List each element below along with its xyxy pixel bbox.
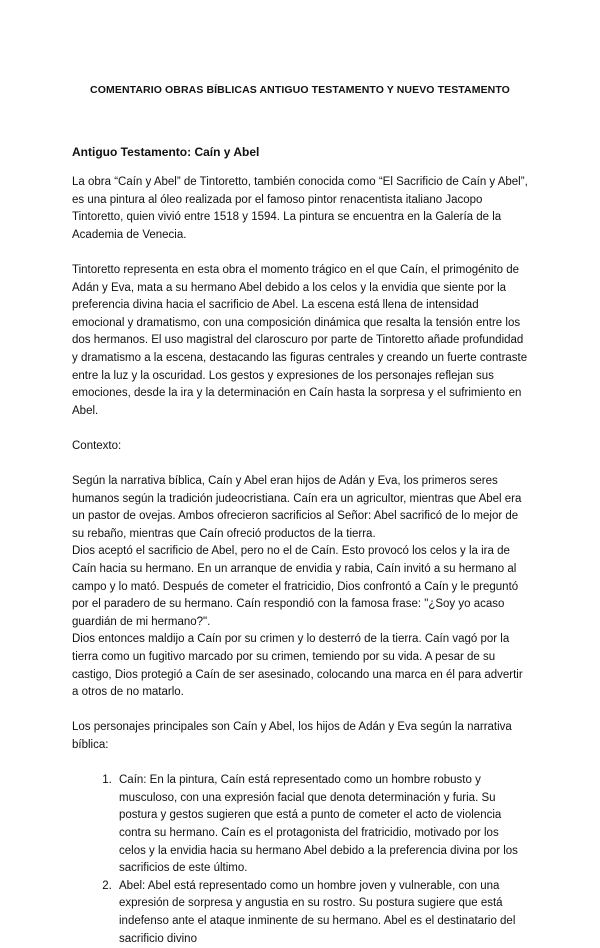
paragraph-context-1: Según la narrativa bíblica, Caín y Abel eran hijos de Adán y Eva, los primeros seres humanos según la tradición judeocristiana. Caín era un agricultor, mientras que Abel era un pastor de ovejas. Ambos ofrecieron sacrificios al Señor: Abel sacrificó de lo mejor de su rebaño, mientras que Caín ofreció productos de la tierra. [72,475,522,540]
paragraph-context-3: Dios entonces maldijo a Caín por su crimen y lo desterró de la tierra. Caín vagó por la tierra como un fugitivo marcado por su crimen, temiendo por su vida. A pesar de su castigo, Dios protegió a Caín de ser asesinado, colocando una marca en él para advertir a otros de no matarlo. [72,633,523,699]
context-label: Contexto: [72,439,122,452]
paragraph-description: Tintoretto representa en esta obra el momento trágico en el que Caín, el primogénito de Adán y Eva, mata a su hermano Abel debido a los celos y la envidia que siente por la preferencia divina hacia el sacrificio de Abel. La escena está llena de intensidad emocional y dramatismo, con una composición dinámica que resalta la tensión entre los dos hermanos. El uso magistral del claroscuro por parte de Tintoretto añade profundidad y dramatismo a la escena, destacando las figuras centrales y creando un fuerte contraste entre la luz y la oscuridad. Los gestos y expresiones de los personajes reflejan sus emociones, desde la ira y la determinación en Caín hasta la sorpresa y el sufrimiento en Abel. [72,263,528,417]
section-heading: Antiguo Testamento: Caín y Abel [72,145,260,159]
characters-list [72,772,528,948]
list-item: 2. Abel: Abel está representado como un hombre joven y vulnerable, con una expresión de sorpresa y angustia en su rostro. Su postura sugiere que está indefenso ante el ataque inminente de su hermano. Abel es el destinatario del sacrificio divino [115,878,528,948]
document-title: COMENTARIO OBRAS BÍBLICAS ANTIGUO TESTAMENTO Y NUEVO TESTAMENTO [90,84,510,96]
paragraph-intro: La obra “Caín y Abel” de Tintoretto, también conocida como “El Sacrificio de Caín y Abel”, es una pintura al óleo realizada por el famoso pintor renacentista italiano Jacopo Tintoretto, quien vivió entre 1518 y 1594. La pintura se encuentra en la Galería de la Academia de Venecia. [72,176,528,241]
paragraph-characters-intro: Los personajes principales son Caín y Abel, los hijos de Adán y Eva según la narrativa bíblica: [72,721,512,751]
paragraph-context-2: Dios aceptó el sacrificio de Abel, pero no el de Caín. Esto provocó los celos y la ira de Caín hacia su hermano. En un arranque de envidia y rabia, Caín invitó a su hermano al campo y lo mató. Después de cometer el fratricidio, Dios confrontó a Caín y le preguntó por el paradero de su hermano. Caín respondió con la famosa frase: "¿Soy yo acaso guardián de mi hermano?". [72,545,519,628]
list-item: 1. Caín: En la pintura, Caín está representado como un hombre robusto y musculoso, con una expresión facial que denota determinación y furia. Su postura y gestos sugieren que está a punto de cometer el acto de violencia contra su hermano. Caín es el protagonista del fratricidio, motivado por los celos y la envidia hacia su hermano Abel debido a la preferencia divina por los sacrificios de este último. [115,772,528,878]
